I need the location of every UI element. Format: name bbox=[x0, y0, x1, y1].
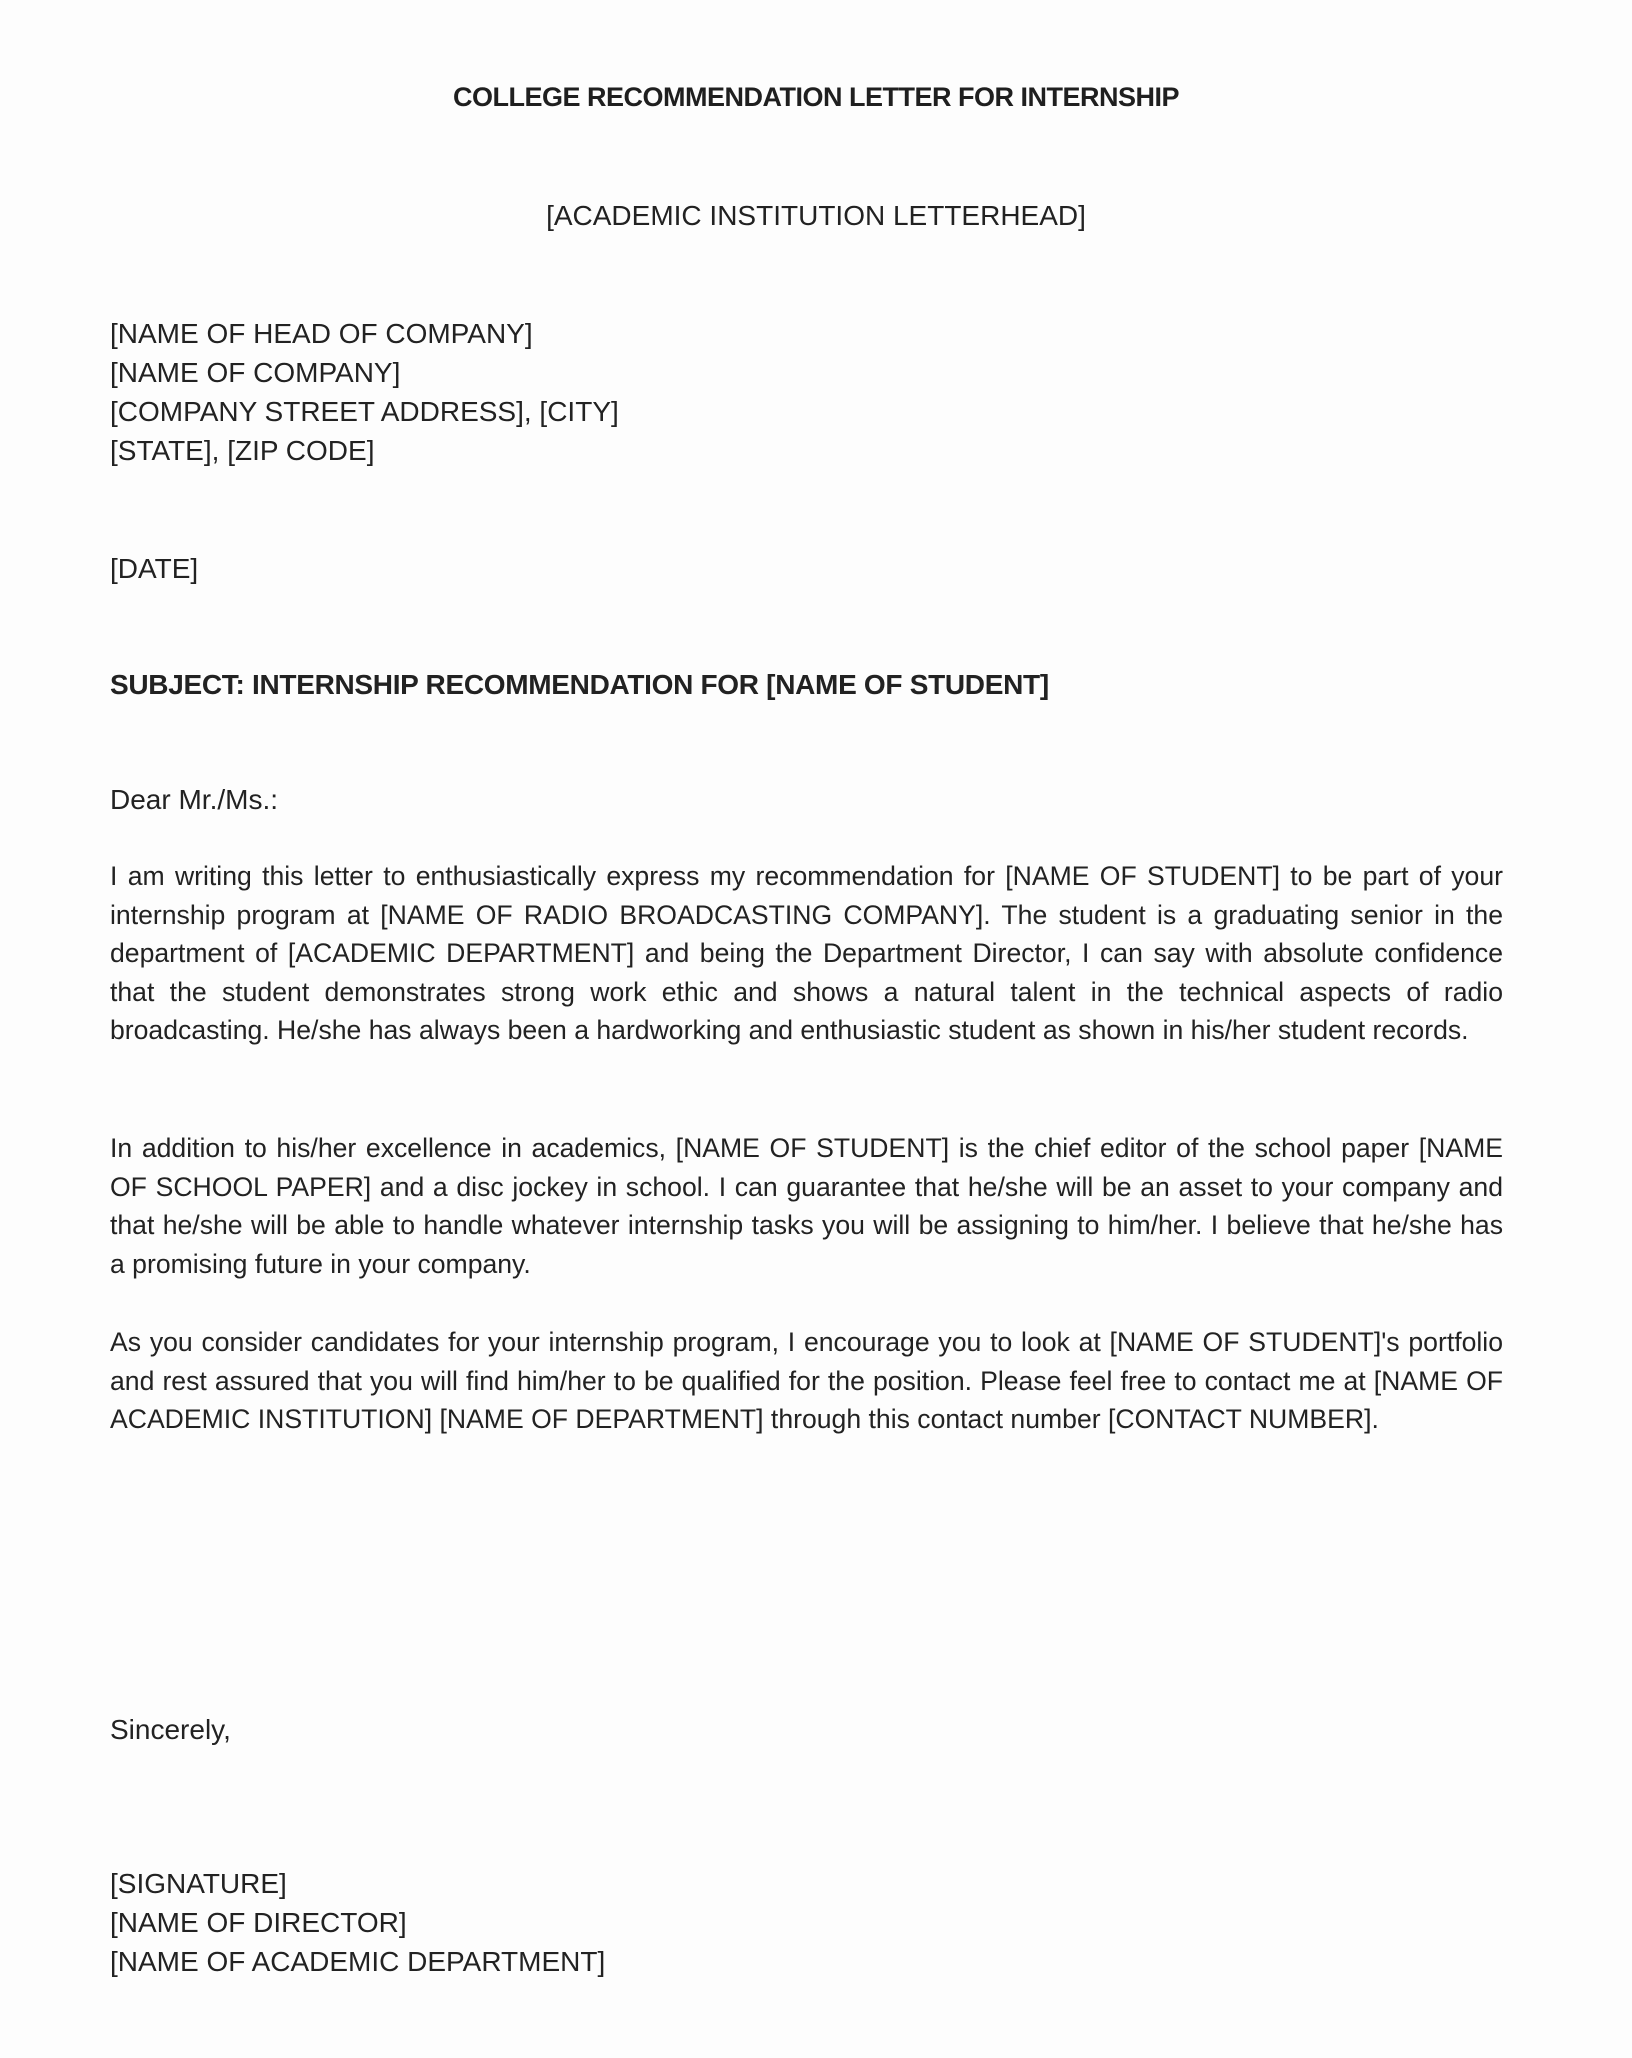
department-name: [NAME OF ACADEMIC DEPARTMENT] bbox=[110, 1946, 606, 1977]
director-name: [NAME OF DIRECTOR] bbox=[110, 1907, 407, 1938]
letter-subject: SUBJECT: INTERNSHIP RECOMMENDATION FOR [NAME OF STUDENT] bbox=[110, 669, 1049, 700]
recipient-company: [NAME OF COMPANY] bbox=[110, 357, 401, 388]
body-paragraph-3: As you consider candidates for your internship program, I encourage you to look at [NAME OF STUDENT]'s portfolio and rest assured that you will find him/her to be qualified for the position. Please feel free to contact me at [NAME OF ACADEMIC INSTITUTION] [NAME OF DEPARTMENT] through this contact number [CONTACT NUMBER]. bbox=[110, 1327, 1503, 1435]
recipient-name: [NAME OF HEAD OF COMPANY] bbox=[110, 318, 533, 349]
letterhead-placeholder: [ACADEMIC INSTITUTION LETTERHEAD] bbox=[546, 200, 1086, 231]
closing: Sincerely, bbox=[110, 1714, 231, 1745]
recipient-state-zip: [STATE], [ZIP CODE] bbox=[110, 435, 375, 466]
body-paragraph-1: I am writing this letter to enthusiastically express my recommendation for [NAME OF STUDENT] to be part of your internship program at [NAME OF RADIO BROADCASTING COMPANY]. The student is a graduating senior in the department of [ACADEMIC DEPARTMENT] and being the Department Director, I can say with absolute confidence that the student demonstrates strong work ethic and shows a natural talent in the technical aspects of radio broadcasting. He/she has always been a hardworking and enthusiastic student as shown in his/her student records. bbox=[110, 861, 1503, 1046]
salutation: Dear Mr./Ms.: bbox=[110, 784, 279, 815]
signature-placeholder: [SIGNATURE] bbox=[110, 1868, 287, 1899]
recipient-street-city: [COMPANY STREET ADDRESS], [CITY] bbox=[110, 396, 619, 427]
letter-date: [DATE] bbox=[110, 553, 199, 584]
body-paragraph-2: In addition to his/her excellence in academics, [NAME OF STUDENT] is the chief editor of the school paper [NAME OF SCHOOL PAPER] and a disc jockey in school. I can guarantee that he/she will be an asset to your company and that he/she will be able to handle whatever internship tasks you will be assigning to him/her. I believe that he/she has a promising future in your company. bbox=[110, 1133, 1503, 1279]
document-title: COLLEGE RECOMMENDATION LETTER FOR INTERNSHIP bbox=[453, 82, 1179, 112]
signature-block bbox=[110, 1864, 1510, 1981]
recipient-address bbox=[110, 314, 1510, 470]
